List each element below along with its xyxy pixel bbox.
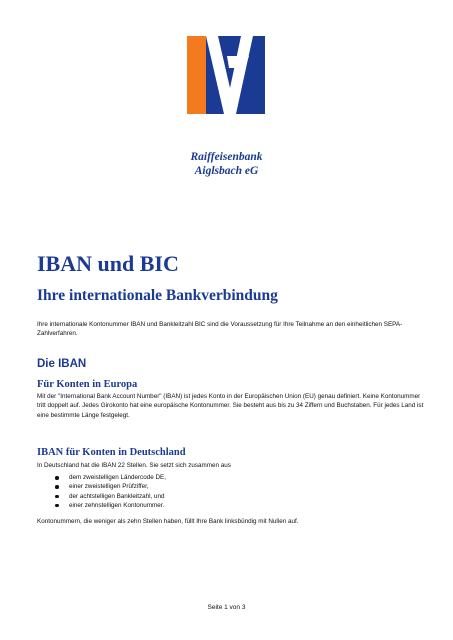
subheading-germany: IBAN für Konten in Deutschland (37, 447, 186, 458)
bank-name-line1: Raiffeisenbank (190, 151, 263, 163)
intro-paragraph: Ihre internationale Kontonummer IBAN und Bankleitzahl BIC sind die Voraussetzung für Ihre Teilnahme an den einheitlichen SEPA-Zahlverfahren. (37, 321, 403, 338)
paragraph-germany: In Deutschland hat die IBAN 22 Stellen. Sie setzt sich zusammen aus (37, 462, 231, 469)
bullet-icon (55, 495, 59, 499)
bullet-icon (55, 485, 59, 489)
list-item (55, 492, 166, 501)
bullet-icon (55, 504, 59, 508)
bank-logo (187, 36, 265, 114)
page-number: Seite 1 von 3 (207, 604, 246, 611)
section-heading-iban: Die IBAN (37, 358, 87, 370)
list-item-text: dem zweistelligen Ländercode DE, (69, 474, 166, 481)
bank-name-line2: Aiglsbach eG (194, 165, 259, 177)
list-item (55, 501, 166, 510)
list-item (55, 473, 166, 482)
document-title: IBAN und BIC (37, 251, 179, 276)
subheading-europe: Für Konten in Europa (37, 379, 138, 390)
list-item-text: der achtstelligen Bankleitzahl, und (69, 492, 165, 500)
document-subtitle: Ihre internationale Bankverbindung (37, 287, 278, 304)
list-item-text: einer zehnstelligen Kontonummer. (69, 501, 165, 509)
list-item-text: einer zweistelligen Prüfziffer, (69, 483, 149, 491)
iban-components-list (55, 473, 166, 510)
list-item (55, 482, 166, 491)
paragraph-europe: Mit der "International Bank Account Number" (IBAN) ist jedes Konto in der Europäischen Union (EU) genau definiert. Keine Kontonummer tritt doppelt auf. Jedes Girokonto hat eine europäische Kontonummer. Sie besteht aus bis zu 34 Ziffern und Buchstaben. Für jedes Land ist eine bestimmte Länge festgelegt. (37, 393, 424, 419)
paragraph-padding: Kontonummern, die weniger als zehn Stellen haben, füllt Ihre Bank linksbündig mit Nullen auf. (37, 518, 299, 525)
bullet-icon (55, 476, 59, 480)
volksbank-raiffeisenbank-logo-icon (187, 36, 265, 114)
